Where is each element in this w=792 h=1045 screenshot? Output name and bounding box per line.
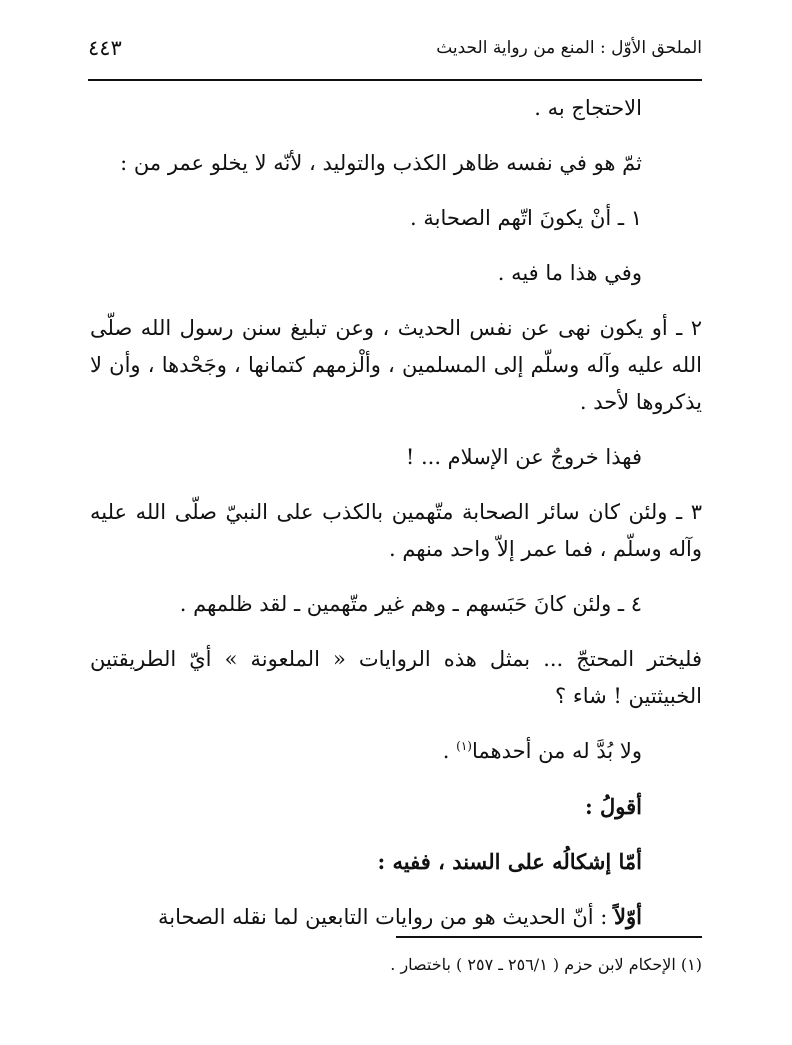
paragraph-9: فليختر المحتجّ ... بمثل هذه الروايات « الملعونة » أيّ الطريقتين الخبيثتين ! شاء ؟ (90, 647, 702, 708)
paragraph-13 (90, 898, 702, 936)
paragraph-10-end: . (442, 739, 457, 763)
body-text (90, 90, 702, 936)
paragraph-2: ثمّ هو في نفسه ظاهر الكذب والتوليد ، لأنّه لا يخلو عمر من : (120, 151, 642, 175)
paragraph-7: ٣ ـ ولئن كان سائر الصحابة متّهمين بالكذب على النبيّ صلّى الله عليه وآله وسلّم ، فما عمر إلاّ واحد منهم . (90, 500, 702, 561)
paragraph-6: فهذا خروجٌ عن الإسلام ... ! (405, 445, 642, 469)
paragraph-1: الاحتجاج به . (534, 96, 642, 120)
paragraph-13-lead: أوّلاً (614, 904, 642, 929)
paragraph-12-heading: أمّا إشكالُه على السند ، ففيه : (377, 849, 642, 874)
running-title: الملحق الأوّل : المنع من رواية الحديث (436, 38, 702, 58)
header-rule (88, 79, 702, 81)
footnote: (١) الإحكام لابن حزم ( ٢٥٦/١ ـ ٢٥٧ ) باختصار . (390, 955, 702, 974)
paragraph-13-rest: : أنّ الحديث هو من روايات التابعين لما نقله الصحابة (158, 905, 615, 929)
paragraph-3: ١ ـ أنْ يكونَ اتّهم الصحابة . (410, 206, 642, 230)
page-number: ٤٤٣ (88, 36, 122, 60)
paragraph-11-heading: أقولُ : (584, 794, 642, 819)
footnote-marker: (١) (456, 739, 472, 753)
paragraph-10 (90, 733, 702, 770)
paragraph-5: ٢ ـ أو يكون نهى عن نفس الحديث ، وعن تبليغ سنن رسول الله صلّى الله عليه وآله وسلّم إلى المسلمين ، وألْزمهم كتمانها ، وجَحْدها ، وأن لا يذكروها لأحد . (90, 316, 702, 414)
page-header (88, 36, 702, 76)
footnote-rule (396, 936, 702, 938)
paragraph-8: ٤ ـ ولئن كانَ حَبَسهم ـ وهم غير متّهمين ـ لقد ظلمهم . (179, 592, 642, 616)
paragraph-4: وفي هذا ما فيه . (497, 261, 642, 285)
paragraph-10-text: ولا بُدَّ له من أحدهما (471, 739, 642, 763)
